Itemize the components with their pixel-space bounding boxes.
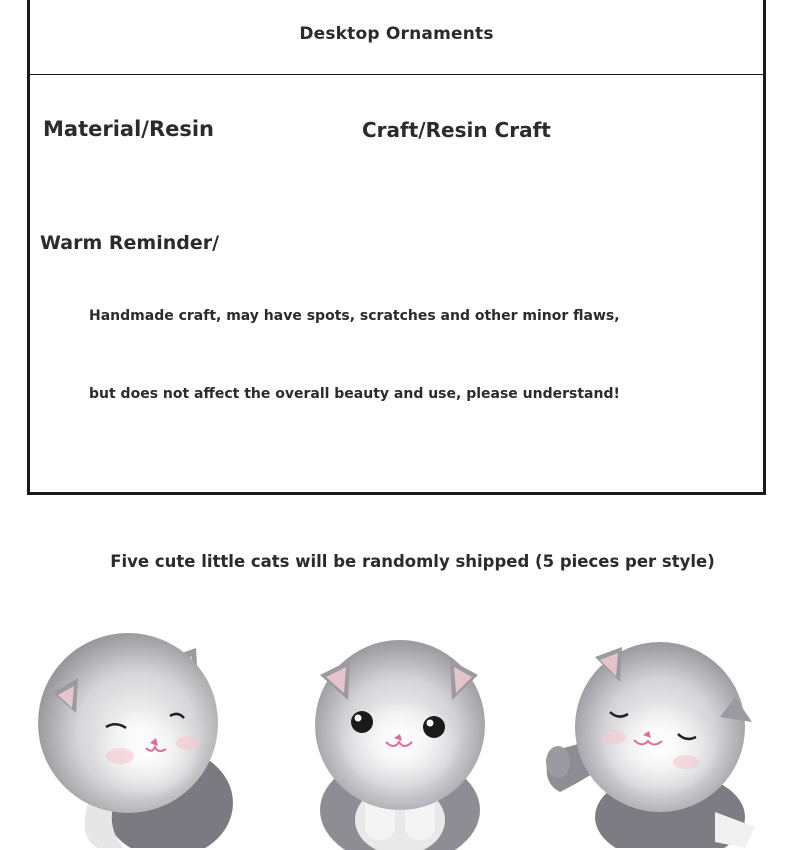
waving-cat-figurine-icon — [540, 632, 760, 848]
shipping-note: Five cute little cats will be randomly shipped (5 pieces per style) — [110, 552, 715, 571]
sleeping-cat-figurine-icon — [28, 628, 238, 848]
material-label: Material/Resin — [43, 117, 215, 141]
sitting-cat-figurine-icon — [310, 630, 490, 850]
warm-reminder-title: Warm Reminder/ — [40, 232, 220, 254]
reminder-note-line-2: but does not affect the overall beauty and use, please understand! — [89, 386, 620, 402]
reminder-note-line-1: Handmade craft, may have spots, scratches and other minor flaws, — [89, 308, 620, 324]
spec-title: Desktop Ornaments — [299, 24, 494, 44]
craft-label: Craft/Resin Craft — [362, 118, 551, 142]
spec-header — [30, 0, 763, 75]
